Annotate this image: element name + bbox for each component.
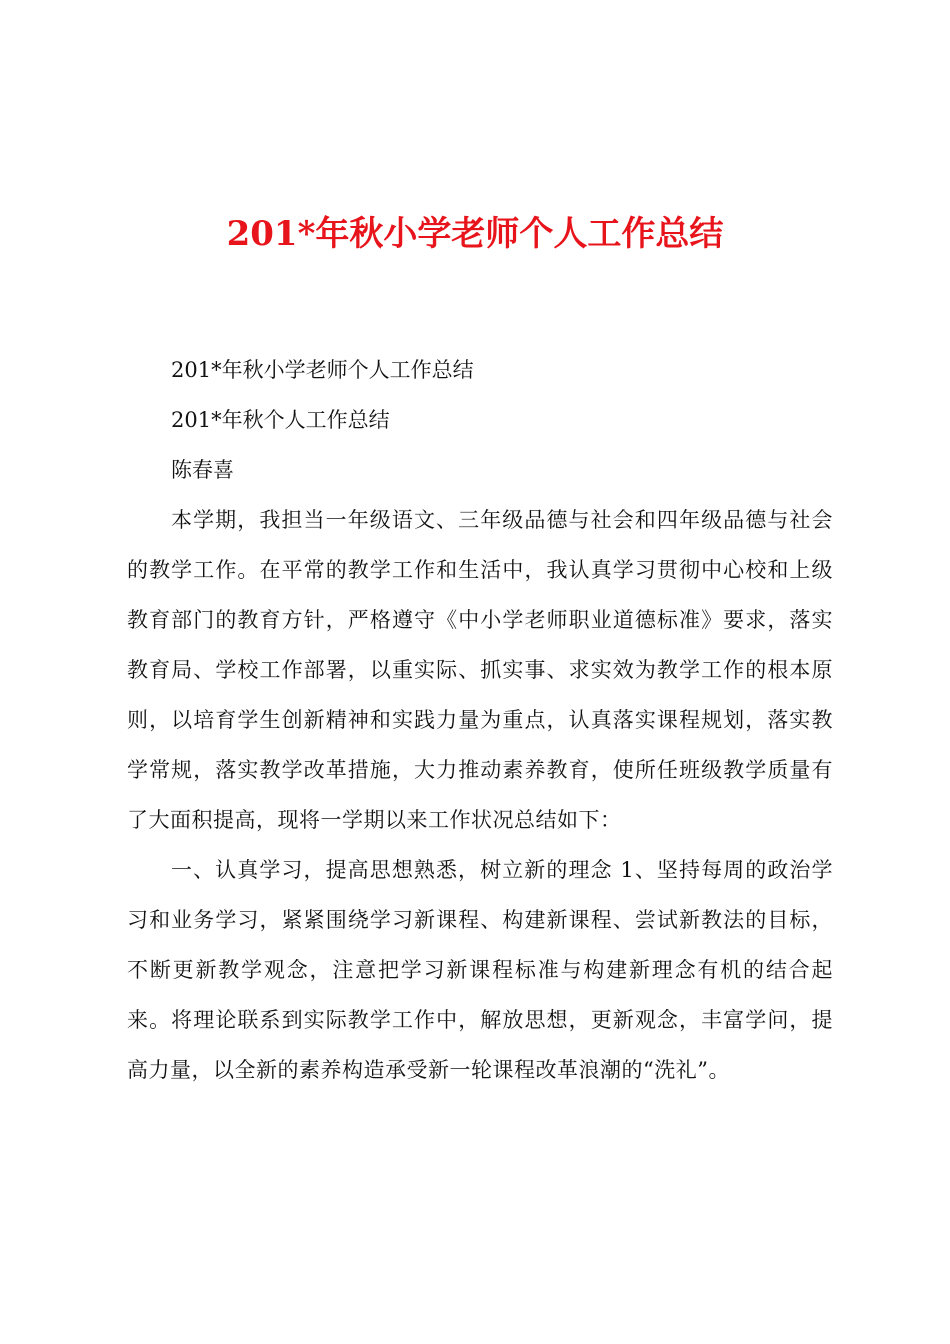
author-name: 陈春喜 [171,458,234,482]
paragraph-section-one: 一、认真学习，提高思想熟悉，树立新的理念 1、坚持每周的政治学习和业务学习，紧紧围绕学习新课程、构建新课程、尝试新教法的目标，不断更新教学观念，注意把学习新课程标准与构建新理念有机的结合起来。将理论联系到实际教学工作中，解放思想，更新观念，丰富学问，提高力量，以全新的素养构造承受新一轮课程改革浪潮的“洗礼”。 [127,858,833,1082]
subtitle-line: 201*年秋小学老师个人工作总结 [171,358,474,382]
subheading-line: 201*年秋个人工作总结 [171,408,390,432]
document-title: 201*年秋小学老师个人工作总结 [226,214,724,254]
paragraph-intro: 本学期，我担当一年级语文、三年级品德与社会和四年级品德与社会的教学工作。在平常的教学工作和生活中，我认真学习贯彻中心校和上级教育部门的教育方针，严格遵守《中小学老师职业道德标准》要求，落实教育局、学校工作部署，以重实际、抓实事、求实效为教学工作的根本原则，以培育学生创新精神和实践力量为重点，认真落实课程规划，落实教学常规，落实教学改革措施，大力推动素养教育，使所任班级教学质量有了大面积提高，现将一学期以来工作状况总结如下： [127,508,833,832]
document-body [127,345,833,1095]
